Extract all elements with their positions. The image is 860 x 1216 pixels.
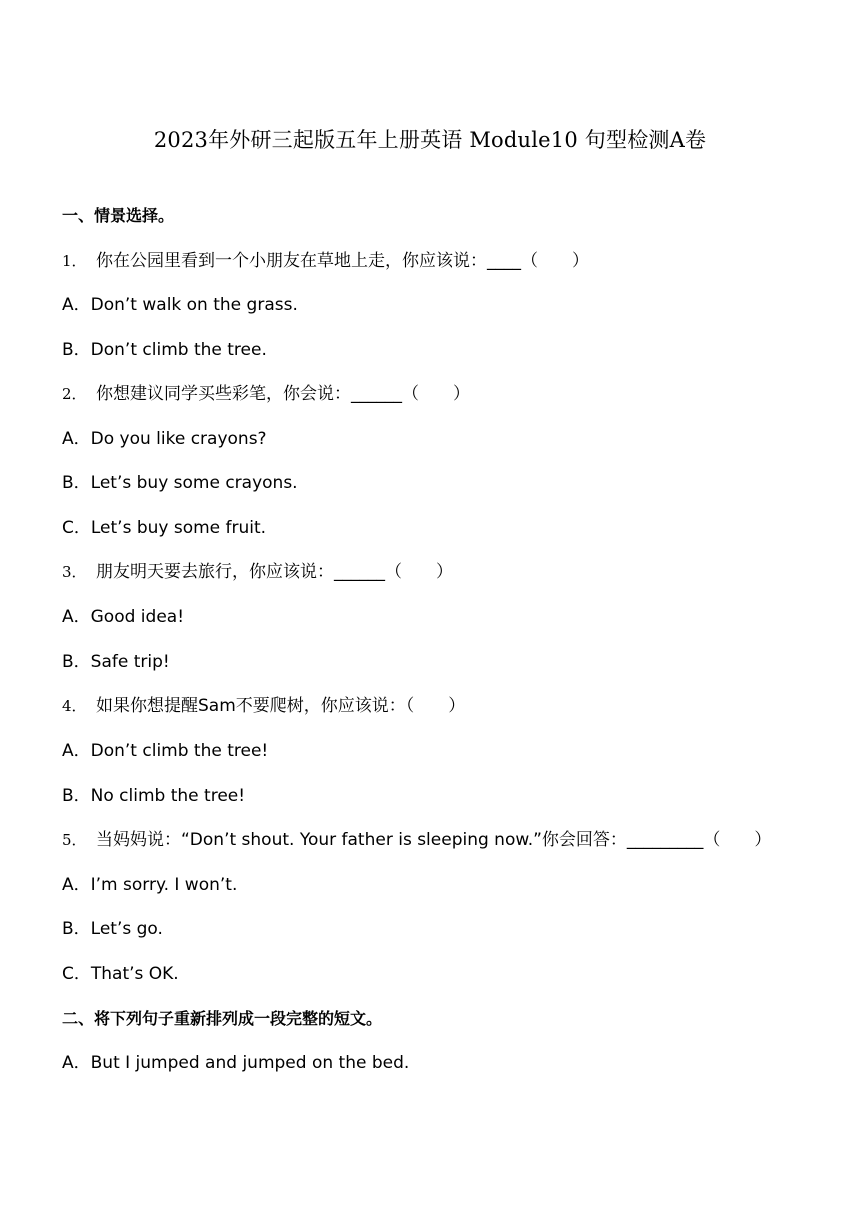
- option-5b: B．Let’s go.: [62, 919, 163, 939]
- question-3: [62, 561, 453, 583]
- option-5c: C．That’s OK.: [62, 964, 179, 984]
- option-4b: B．No climb the tree!: [62, 786, 246, 806]
- question-text: 朋友明天要去旅行，你应该说：______（ ）: [96, 562, 453, 582]
- question-text: 当妈妈说：“Don’t shout. Your father is sleeping now.”你会回答：_________（ ）: [96, 830, 772, 850]
- option-3a: A．Good idea!: [62, 607, 185, 627]
- section-heading-2: 二、将下列句子重新排列成一段完整的短文。: [62, 1009, 383, 1028]
- question-2: [62, 383, 470, 405]
- option-3b: B．Safe trip!: [62, 652, 170, 672]
- option-1a: A．Don’t walk on the grass.: [62, 295, 298, 315]
- option-1b: B．Don’t climb the tree.: [62, 340, 267, 360]
- option-4a: A．Don’t climb the tree!: [62, 741, 269, 761]
- question-number: 2．: [62, 385, 87, 403]
- question-number: 5．: [62, 831, 87, 849]
- question-1: [62, 250, 589, 272]
- question-text: 你想建议同学买些彩笔，你会说：______（ ）: [96, 384, 470, 404]
- question-number: 4．: [62, 697, 87, 715]
- question-5: [62, 829, 771, 851]
- question-text: 如果你想提醒Sam不要爬树，你应该说：（ ）: [96, 696, 466, 716]
- option-5a: A．I’m sorry. I won’t.: [62, 875, 238, 895]
- section-heading-1: 一、情景选择。: [62, 206, 175, 225]
- sentence-a: A．But I jumped and jumped on the bed.: [62, 1053, 410, 1073]
- option-2c: C．Let’s buy some fruit.: [62, 518, 267, 538]
- document-title: 2023年外研三起版五年上册英语 Module10 句型检测A卷: [153, 128, 707, 152]
- option-2a: A．Do you like crayons?: [62, 429, 267, 449]
- option-2b: B．Let’s buy some crayons.: [62, 473, 298, 493]
- question-number: 3．: [62, 563, 87, 581]
- question-4: [62, 695, 465, 717]
- question-text: 你在公园里看到一个小朋友在草地上走，你应该说：____（ ）: [96, 251, 589, 271]
- question-number: 1．: [62, 252, 87, 270]
